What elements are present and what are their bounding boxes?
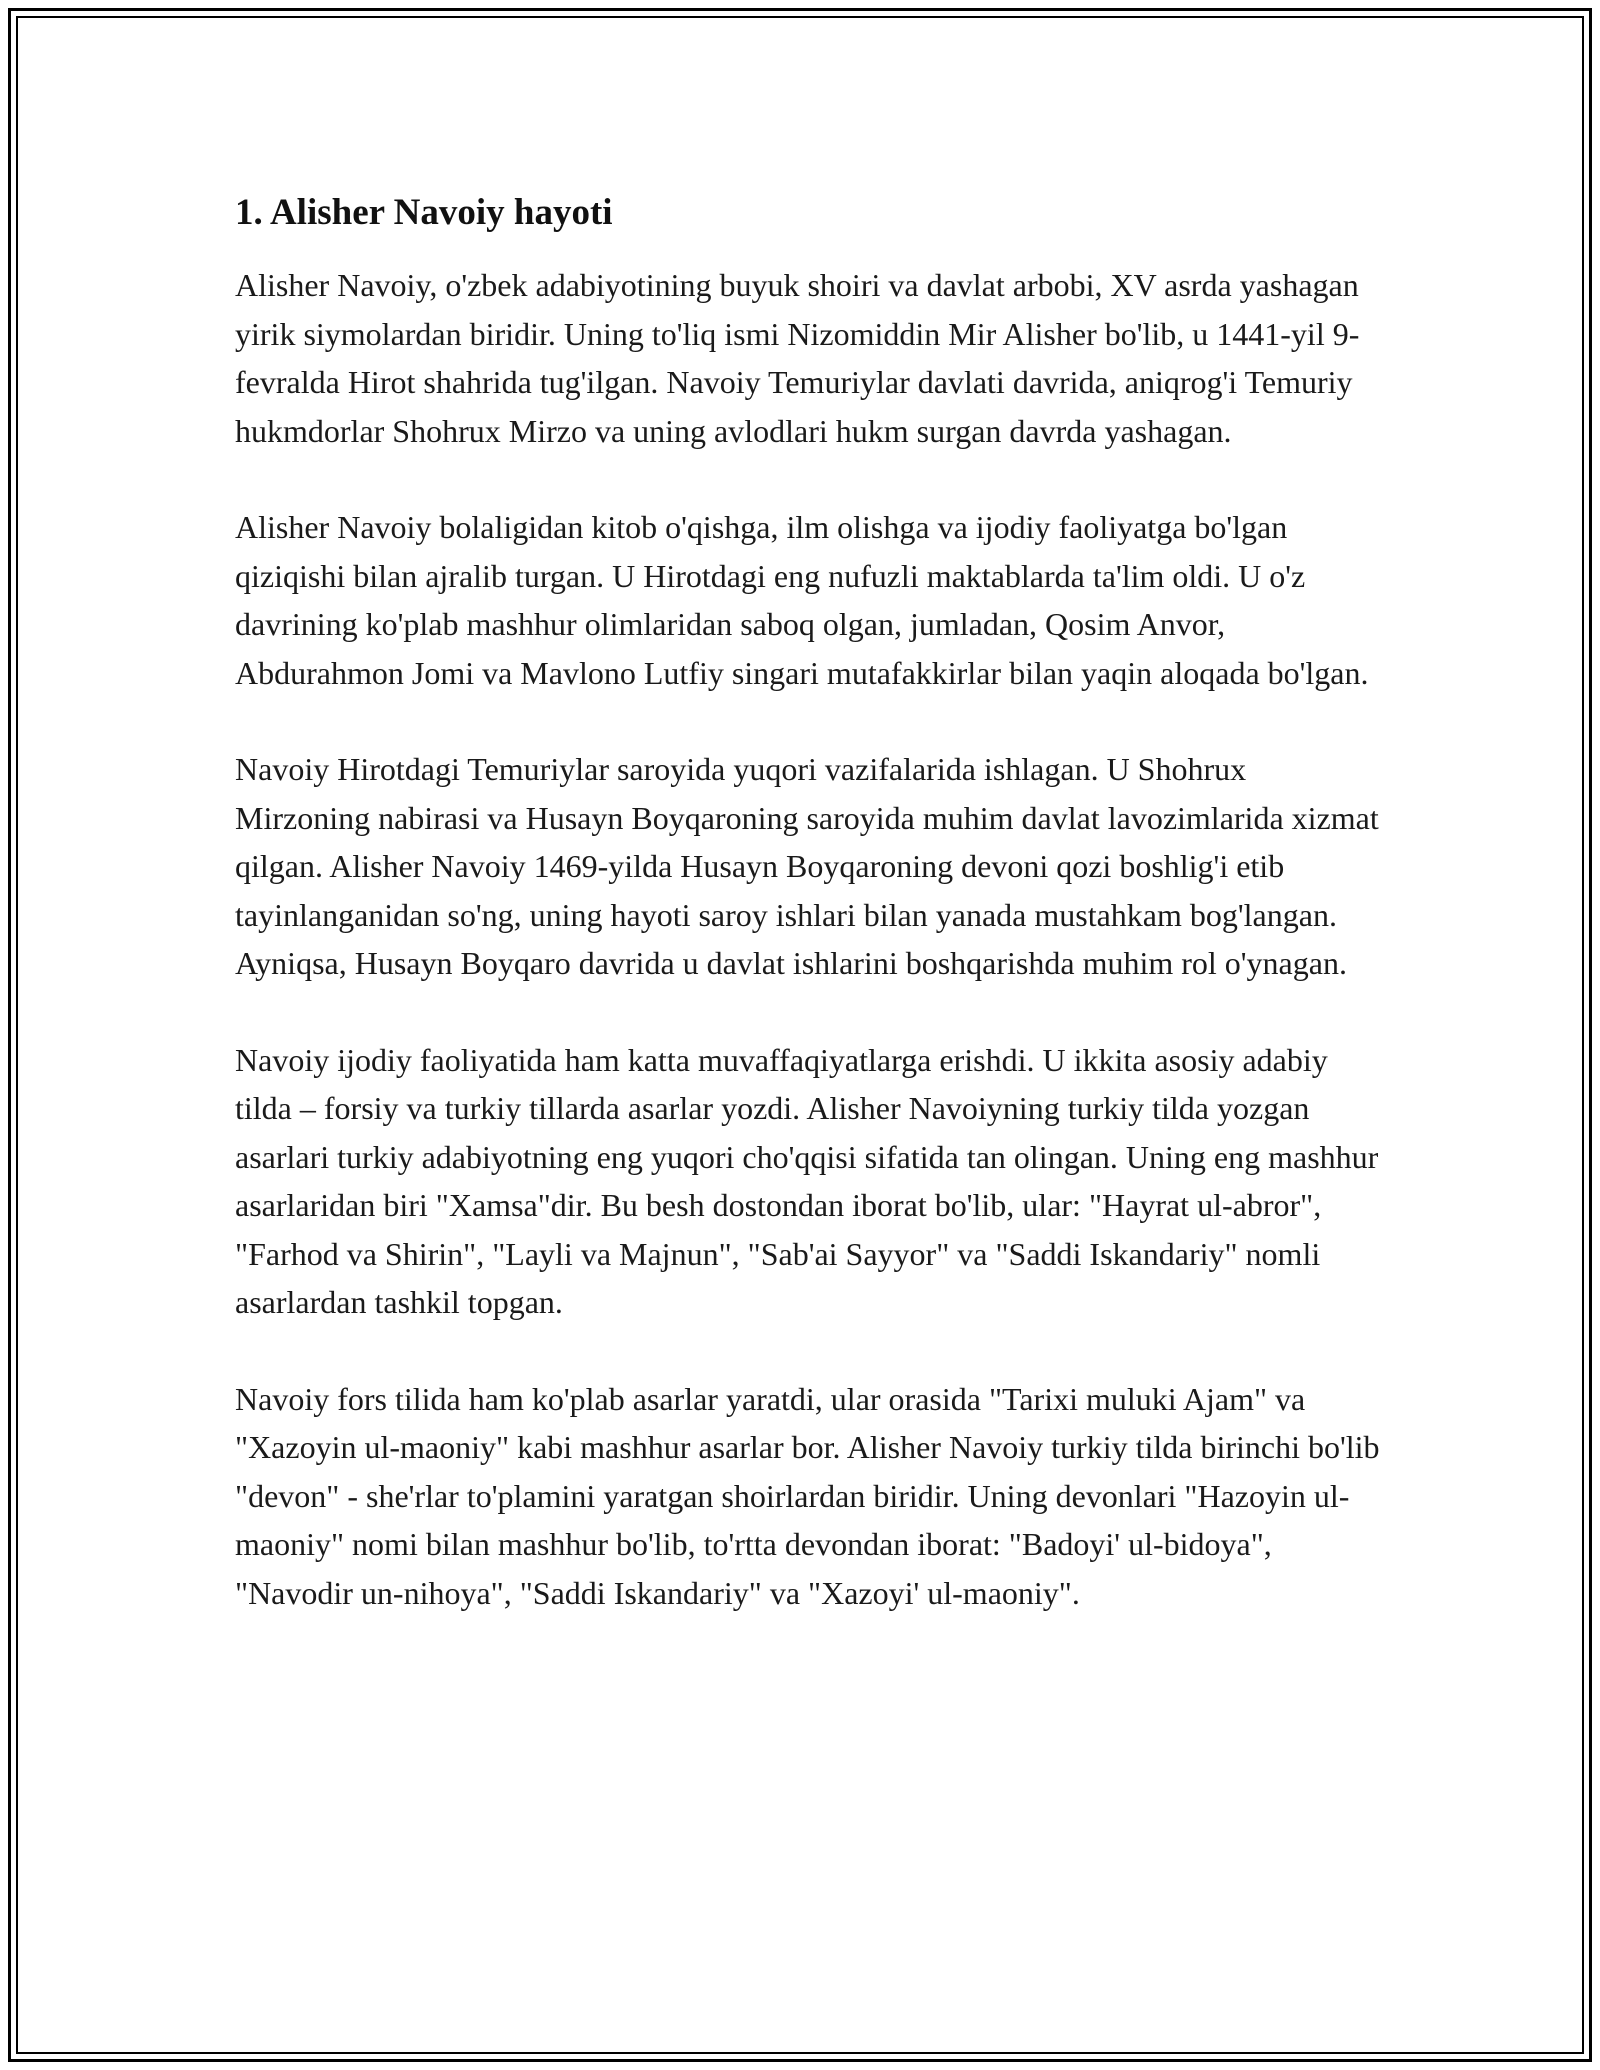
- paragraph-court-service: Navoiy Hirotdagi Temuriylar saroyida yuqori vazifalarida ishlagan. U Shohrux Mirzoning nabirasi va Husayn Boyqaroning saroyida muhim davlat lavozimlarida xizmat qilgan. Alisher Navoiy 1469-yilda Husayn Boyqaroning devoni qozi boshlig'i etib tayinlanganidan so'ng, uning hayoti saroy ishlari bilan yanada mustahkam bog'langan. Ayniqsa, Husayn Boyqaro davrida u davlat ishlarini boshqarishda muhim rol o'ynagan.: [235, 751, 1379, 981]
- paragraph-creative-work: Navoiy ijodiy faoliyatida ham katta muvaffaqiyatlarga erishdi. U ikkita asosiy adabiy tilda – forsiy va turkiy tillarda asarlar yozdi. Alisher Navoiyning turkiy tilda yozgan asarlari turkiy adabiyotning eng yuqori cho'qqisi sifatida tan olingan. Uning eng mashhur asarlaridan biri "Xamsa"dir. Bu besh dostondan iborat bo'lib, ular: "Hayrat ul-abror", "Farhod va Shirin", "Layli va Majnun", "Sab'ai Sayyor" va "Saddi Iskandariy" nomli asarlardan tashkil topgan.: [235, 1041, 1379, 1320]
- page-title: 1. Alisher Navoiy hayoti: [235, 192, 613, 233]
- paragraph-early-life: Alisher Navoiy, o'zbek adabiyotining buyuk shoiri va davlat arbobi, XV asrda yashagan yirik siymolardan biridir. Uning to'liq ismi Nizomiddin Mir Alisher bo'lib, u 1441-yil 9-fevralda Hirot shahrida tug'ilgan. Navoiy Temuriylar davlati davrida, aniqrog'i Temuriy hukmdorlar Shohrux Mirzo va uning avlodlari hukm surgan davrda yashagan.: [235, 267, 1360, 449]
- paragraph-education: Alisher Navoiy bolaligidan kitob o'qishga, ilm olishga va ijodiy faoliyatga bo'lgan qiziqishi bilan ajralib turgan. U Hirotdagi eng nufuzli maktablarda ta'lim oldi. U o'z davrining ko'plab mashhur olimlaridan saboq olgan, jumladan, Qosim Anvor, Abdurahmon Jomi va Mavlono Lutfiy singari mutafakkirlar bilan yaqin aloqada bo'lgan.: [235, 509, 1369, 691]
- paragraph-persian-works: Navoiy fors tilida ham ko'plab asarlar yaratdi, ular orasida "Tarixi muluki Ajam" va "Xazoyin ul-maoniy" kabi mashhur asarlar bor. Alisher Navoiy turkiy tilda birinchi bo'lib "devon" - she'rlar to'plamini yaratgan shoirlardan biridir. Uning devonlari "Hazoyin ul-maoniy" nomi bilan mashhur bo'lib, to'rtta devondan iborat: "Badoyi' ul-bidoya", "Navodir un-nihoya", "Saddi Iskandariy" va "Xazoyi' ul-maoniy".: [235, 1380, 1380, 1611]
- document-body: [235, 185, 1385, 1665]
